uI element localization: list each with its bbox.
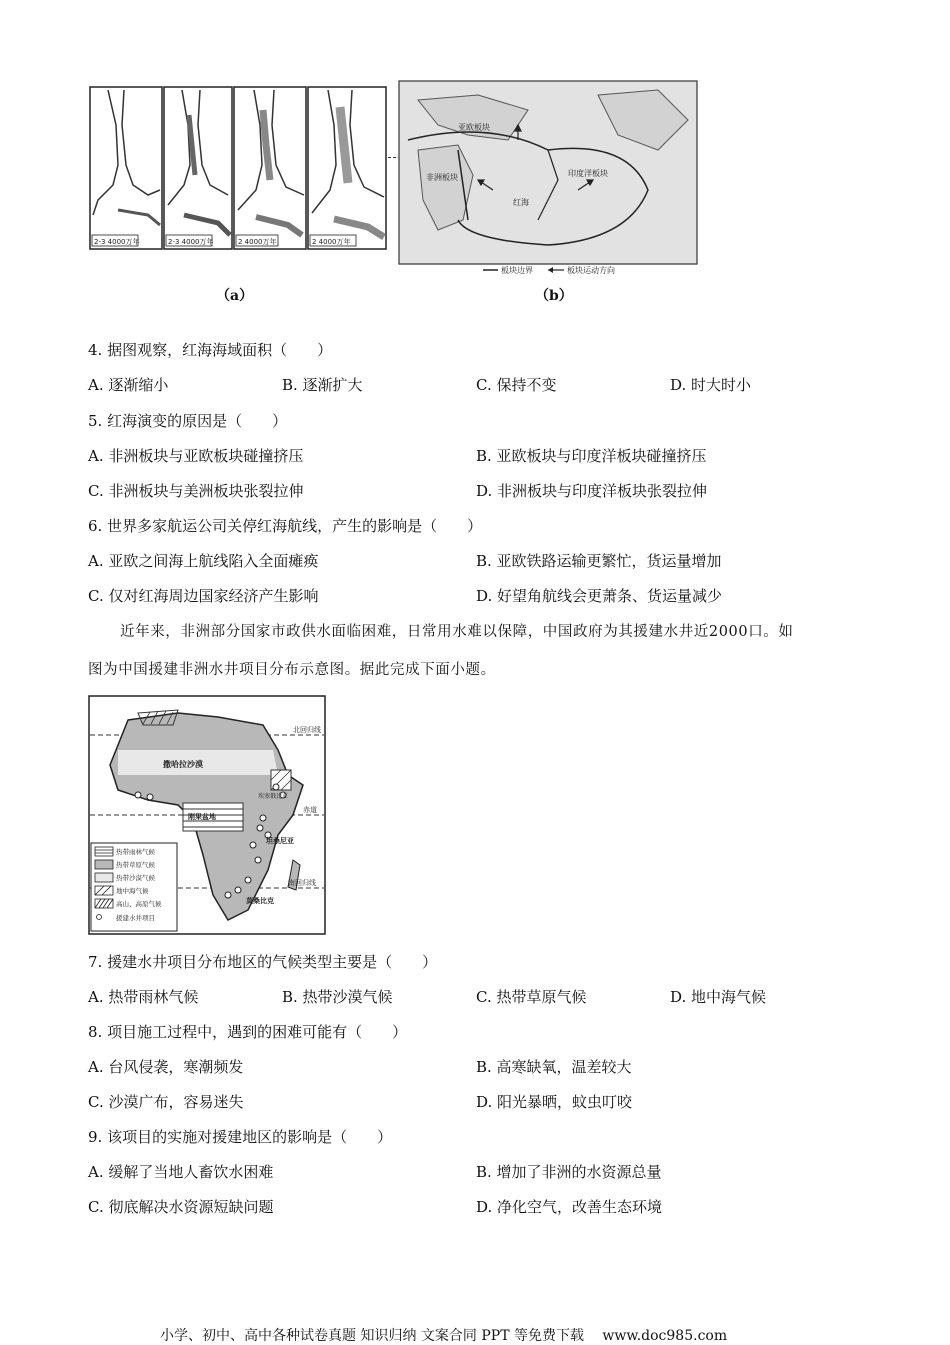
panel-label-4: 2 4000万年 [312,238,351,246]
q8-option-b[interactable]: B. 高寒缺氧，温差较大 [476,1058,632,1076]
q7-option-b[interactable]: B. 热带沙漠气候 [282,988,393,1006]
question-8-stem: 8. 项目施工过程中，遇到的困难可能有（ ） [88,1023,408,1041]
figure-a [88,85,390,255]
q5-option-d[interactable]: D. 非洲板块与印度洋板块张裂拉伸 [476,482,708,500]
legend-well-project: 援建水井项目 [116,914,155,922]
panel-label-1: 2-3 4000万年 [94,238,140,246]
q4-option-a[interactable]: A. 逐渐缩小 [88,376,169,394]
label-mozambique: 莫桑比克 [246,897,274,905]
question-5-stem: 5. 红海演变的原因是（ ） [88,412,288,430]
figure-b [398,80,698,275]
q7-option-a[interactable]: A. 热带雨林气候 [88,988,199,1006]
footer-banner[interactable]: 小学、初中、高中各种试卷真题 知识归纳 文案合同 PPT 等免费下载 www.doc985.com [160,1328,728,1344]
q4-option-c[interactable]: C. 保持不变 [476,376,557,394]
q6-option-b[interactable]: B. 亚欧铁路运输更繁忙，货运量增加 [476,552,722,570]
question-7-stem: 7. 援建水井项目分布地区的气候类型主要是（ ） [88,953,438,971]
label-red-sea: 红海 [513,198,529,207]
q9-option-b[interactable]: B. 增加了非洲的水资源总量 [476,1163,662,1181]
label-sahara: 撒哈拉沙漠 [163,760,203,769]
label-congo-basin: 刚果盆地 [188,813,216,821]
q8-option-d[interactable]: D. 阳光暴晒，蚊虫叮咬 [476,1093,633,1111]
legend-plate-boundary: 板块边界 [501,266,533,275]
passage-line-1: 近年来，非洲部分国家市政供水面临困难，日常用水难以保障，中国政府为其援建水井近2000口。如 [120,624,794,640]
label-tanzania: 坦桑尼亚 [266,837,294,845]
figure-b-caption: （b） [535,288,573,304]
label-equator: 赤道 [303,806,317,814]
q5-option-c[interactable]: C. 非洲板块与美洲板块张裂拉伸 [88,482,304,500]
question-4-stem: 4. 据图观察，红海海域面积（ ） [88,341,333,359]
question-6-stem: 6. 世界多家航运公司关停红海航线，产生的影响是（ ） [88,517,483,535]
label-african-plate: 非洲板块 [426,173,458,182]
panel-label-2: 2-3 4000万年 [168,238,214,246]
legend-rainforest: 热带雨林气候 [116,848,155,856]
passage-line-2: 图为中国援建非洲水井项目分布示意图。据此完成下面小题。 [88,662,496,678]
q4-option-d[interactable]: D. 时大时小 [670,376,752,394]
legend-savanna: 热带草原气候 [116,861,155,869]
q7-option-c[interactable]: C. 热带草原气候 [476,988,587,1006]
label-tropic-capricorn: 南回归线 [288,879,316,887]
q9-option-d[interactable]: D. 净化空气，改善生态环境 [476,1198,663,1216]
question-9-stem: 9. 该项目的实施对援建地区的影响是（ ） [88,1128,393,1146]
q5-option-b[interactable]: B. 亚欧板块与印度洋板块碰撞挤压 [476,447,707,465]
label-tropic-cancer: 北回归线 [293,726,321,734]
q6-option-a[interactable]: A. 亚欧之间海上航线陷入全面瘫痪 [88,552,319,570]
q7-option-d[interactable]: D. 地中海气候 [670,988,767,1006]
q9-option-c[interactable]: C. 彻底解决水资源短缺问题 [88,1198,274,1216]
q6-option-c[interactable]: C. 仅对红海周边国家经济产生影响 [88,587,319,605]
q8-option-a[interactable]: A. 台风侵袭，寒潮频发 [88,1058,244,1076]
legend-highland: 高山、高原气候 [116,900,162,908]
label-ethiopia: 埃塞俄比亚 [258,793,289,800]
legend-desert: 热带沙漠气候 [116,874,155,882]
africa-well-map [88,695,326,935]
legend-mediterranean: 地中海气候 [116,887,149,895]
legend-plate-motion: 板块运动方向 [567,266,615,275]
q6-option-d[interactable]: D. 好望角航线会更萧条、货运量减少 [476,587,723,605]
panel-label-3: 2 4000万年 [238,238,277,246]
q5-option-a[interactable]: A. 非洲板块与亚欧板块碰撞挤压 [88,447,304,465]
figure-a-caption: （a） [216,288,254,304]
label-indian-plate: 印度洋板块 [568,169,608,178]
q8-option-c[interactable]: C. 沙漠广布，容易迷失 [88,1093,244,1111]
label-eurasian-plate: 亚欧板块 [458,123,490,132]
q9-option-a[interactable]: A. 缓解了当地人畜饮水困难 [88,1163,274,1181]
q4-option-b[interactable]: B. 逐渐扩大 [282,376,363,394]
